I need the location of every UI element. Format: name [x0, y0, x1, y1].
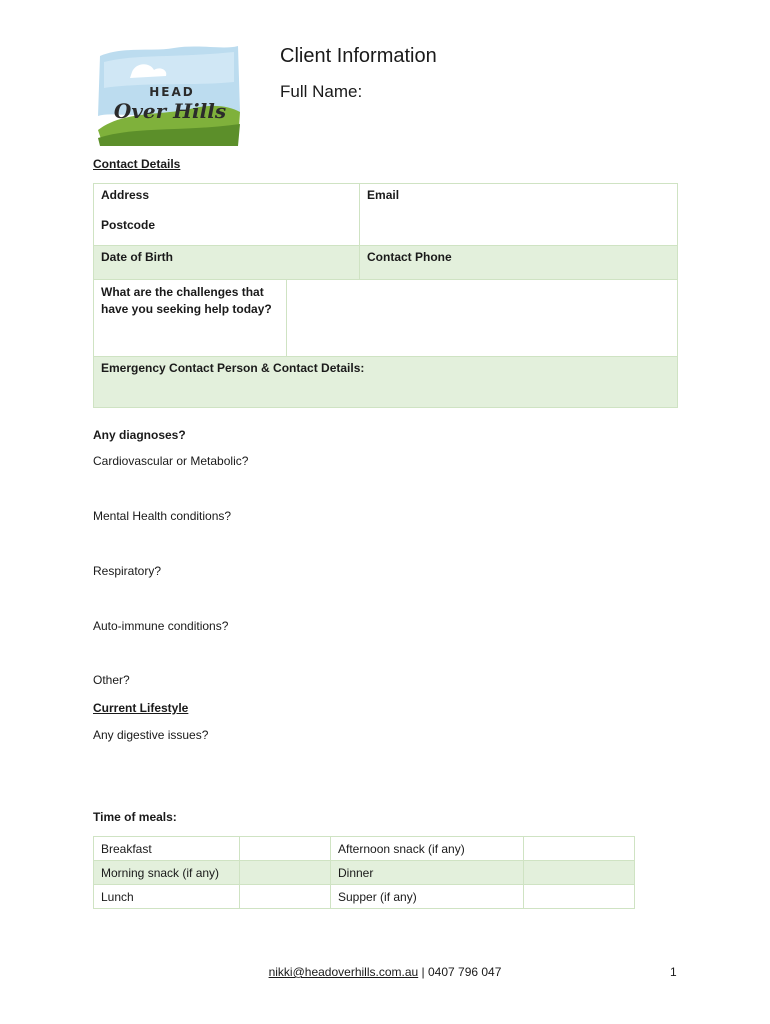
logo-graphic	[94, 42, 242, 148]
meal-time-input[interactable]	[240, 861, 331, 885]
phone-cell[interactable]	[360, 246, 678, 280]
svg-text:HEAD: HEAD	[149, 85, 195, 99]
challenges-label-cell	[94, 280, 287, 357]
current-lifestyle-heading: Current Lifestyle	[93, 701, 189, 715]
table-row	[94, 837, 635, 861]
meal-label: Afternoon snack (if any)	[331, 837, 524, 861]
diagnosis-respiratory: Respiratory?	[93, 564, 162, 578]
footer-separator: |	[421, 965, 425, 979]
meal-label: Dinner	[331, 861, 524, 885]
phone-label: Contact Phone	[367, 250, 452, 264]
logo	[94, 42, 242, 148]
page-number: 1	[670, 965, 677, 979]
meal-time-input[interactable]	[524, 861, 635, 885]
diagnosis-other: Other?	[93, 673, 130, 687]
diagnosis-cardiovascular: Cardiovascular or Metabolic?	[93, 454, 249, 468]
diagnosis-mental-health: Mental Health conditions?	[93, 509, 232, 523]
meal-label: Lunch	[94, 885, 240, 909]
address-cell[interactable]	[94, 184, 360, 246]
table-row	[94, 861, 635, 885]
meals-heading: Time of meals:	[93, 810, 177, 824]
meals-table	[93, 836, 635, 909]
page-title: Client Information	[280, 45, 437, 67]
table-row	[94, 885, 635, 909]
digestive-issues-label: Any digestive issues?	[93, 728, 209, 742]
diagnosis-autoimmune: Auto-immune conditions?	[93, 619, 229, 633]
address-label: Address	[101, 188, 150, 202]
email-cell[interactable]	[360, 184, 678, 246]
meal-time-input[interactable]	[240, 885, 331, 909]
contact-details-heading: Contact Details	[93, 157, 181, 171]
meal-time-input[interactable]	[240, 837, 331, 861]
emergency-contact-cell[interactable]	[94, 357, 678, 408]
meal-label: Breakfast	[94, 837, 240, 861]
footer-email-link[interactable]: nikki@headoverhills.com.au	[268, 965, 419, 979]
diagnoses-heading: Any diagnoses?	[93, 428, 186, 442]
meal-time-input[interactable]	[524, 837, 635, 861]
full-name-label: Full Name:	[280, 82, 363, 101]
footer	[0, 965, 770, 979]
svg-text:Over Hills: Over Hills	[113, 99, 227, 123]
footer-phone: 0407 796 047	[428, 965, 502, 979]
dob-cell[interactable]	[94, 246, 360, 280]
challenges-label: What are the challenges that have you seeking help today?	[101, 285, 272, 316]
postcode-label: Postcode	[101, 218, 156, 232]
dob-label: Date of Birth	[101, 250, 173, 264]
meal-time-input[interactable]	[524, 885, 635, 909]
meal-label: Supper (if any)	[331, 885, 524, 909]
contact-details-table	[93, 183, 678, 408]
challenges-answer-cell[interactable]	[287, 280, 678, 357]
emergency-contact-label: Emergency Contact Person & Contact Details:	[101, 361, 365, 375]
meal-label: Morning snack (if any)	[94, 861, 240, 885]
email-label: Email	[367, 188, 400, 202]
